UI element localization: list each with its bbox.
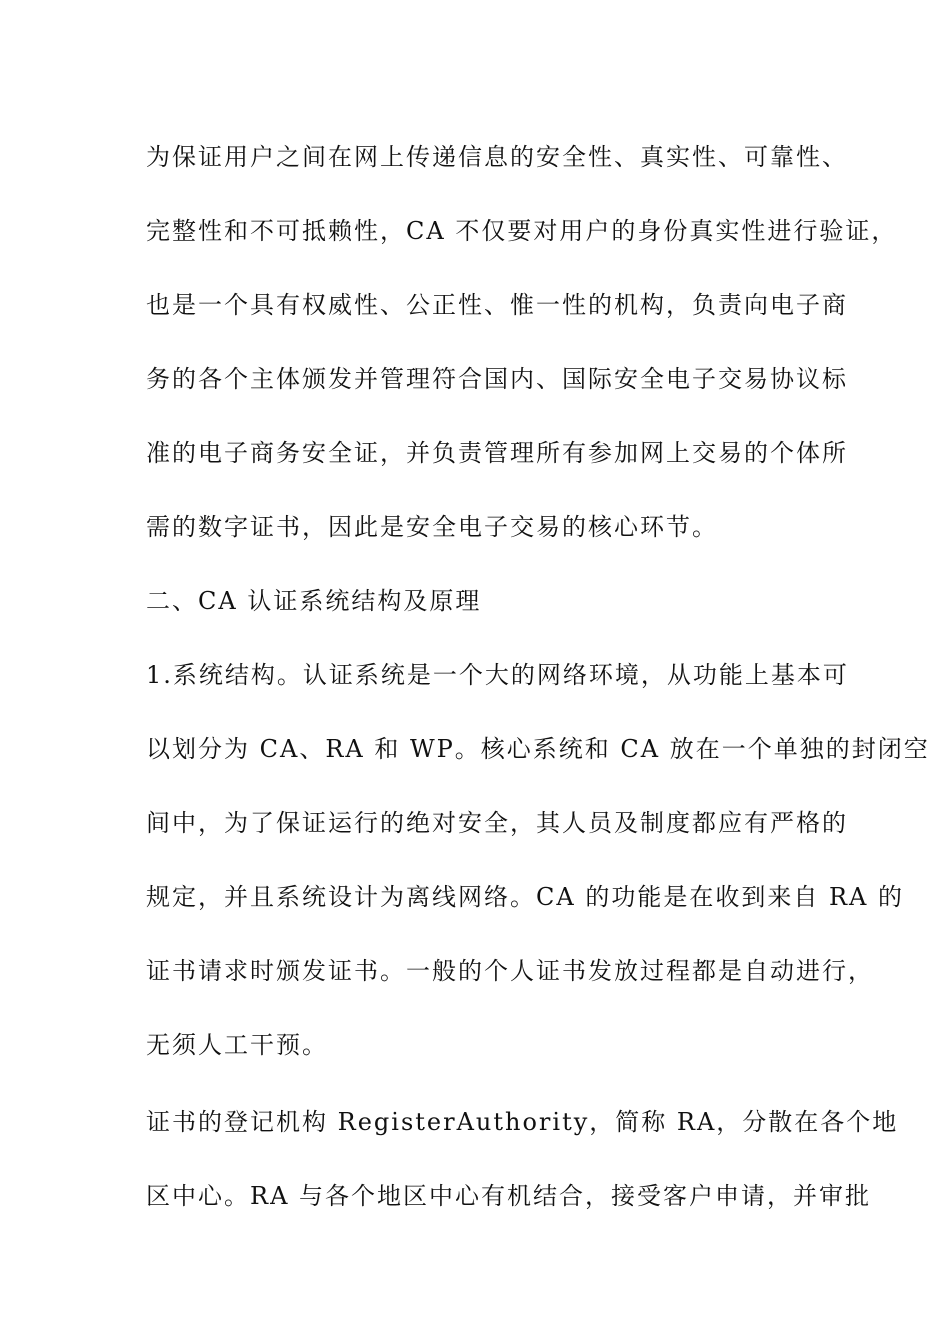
text-line-5: 准的电子商务安全证，并负责管理所有参加网上交易的个体所	[146, 439, 848, 467]
text-line-13: 无须人工干预。	[146, 1031, 328, 1059]
text-line-3: 也是一个具有权威性、公正性、惟一性的机构，负责向电子商	[146, 291, 848, 319]
section-heading: 二、CA 认证系统结构及原理	[146, 587, 482, 615]
text-line-9: 以划分为 CA、RA 和 WP。核心系统和 CA 放在一个单独的封闭空	[146, 735, 930, 763]
text-line-12: 证书请求时颁发证书。一般的个人证书发放过程都是自动进行，	[146, 957, 874, 985]
text-line-15: 区中心。RA 与各个地区中心有机结合，接受客户申请，并审批	[146, 1182, 872, 1210]
text-line-10: 间中，为了保证运行的绝对安全，其人员及制度都应有严格的	[146, 809, 848, 837]
text-line-4: 务的各个主体颁发并管理符合国内、国际安全电子交易协议标	[146, 365, 848, 393]
text-line-14: 证书的登记机构 RegisterAuthority，简称 RA，分散在各个地	[146, 1108, 899, 1136]
text-line-6: 需的数字证书，因此是安全电子交易的核心环节。	[146, 513, 718, 541]
text-line-2: 完整性和不可抵赖性，CA 不仅要对用户的身份真实性进行验证，	[146, 217, 898, 245]
text-line-11: 规定，并且系统设计为离线网络。CA 的功能是在收到来自 RA 的	[146, 883, 904, 911]
text-line-1: 为保证用户之间在网上传递信息的安全性、真实性、可靠性、	[146, 143, 848, 171]
text-line-8: 1.系统结构。认证系统是一个大的网络环境，从功能上基本可	[146, 661, 849, 689]
